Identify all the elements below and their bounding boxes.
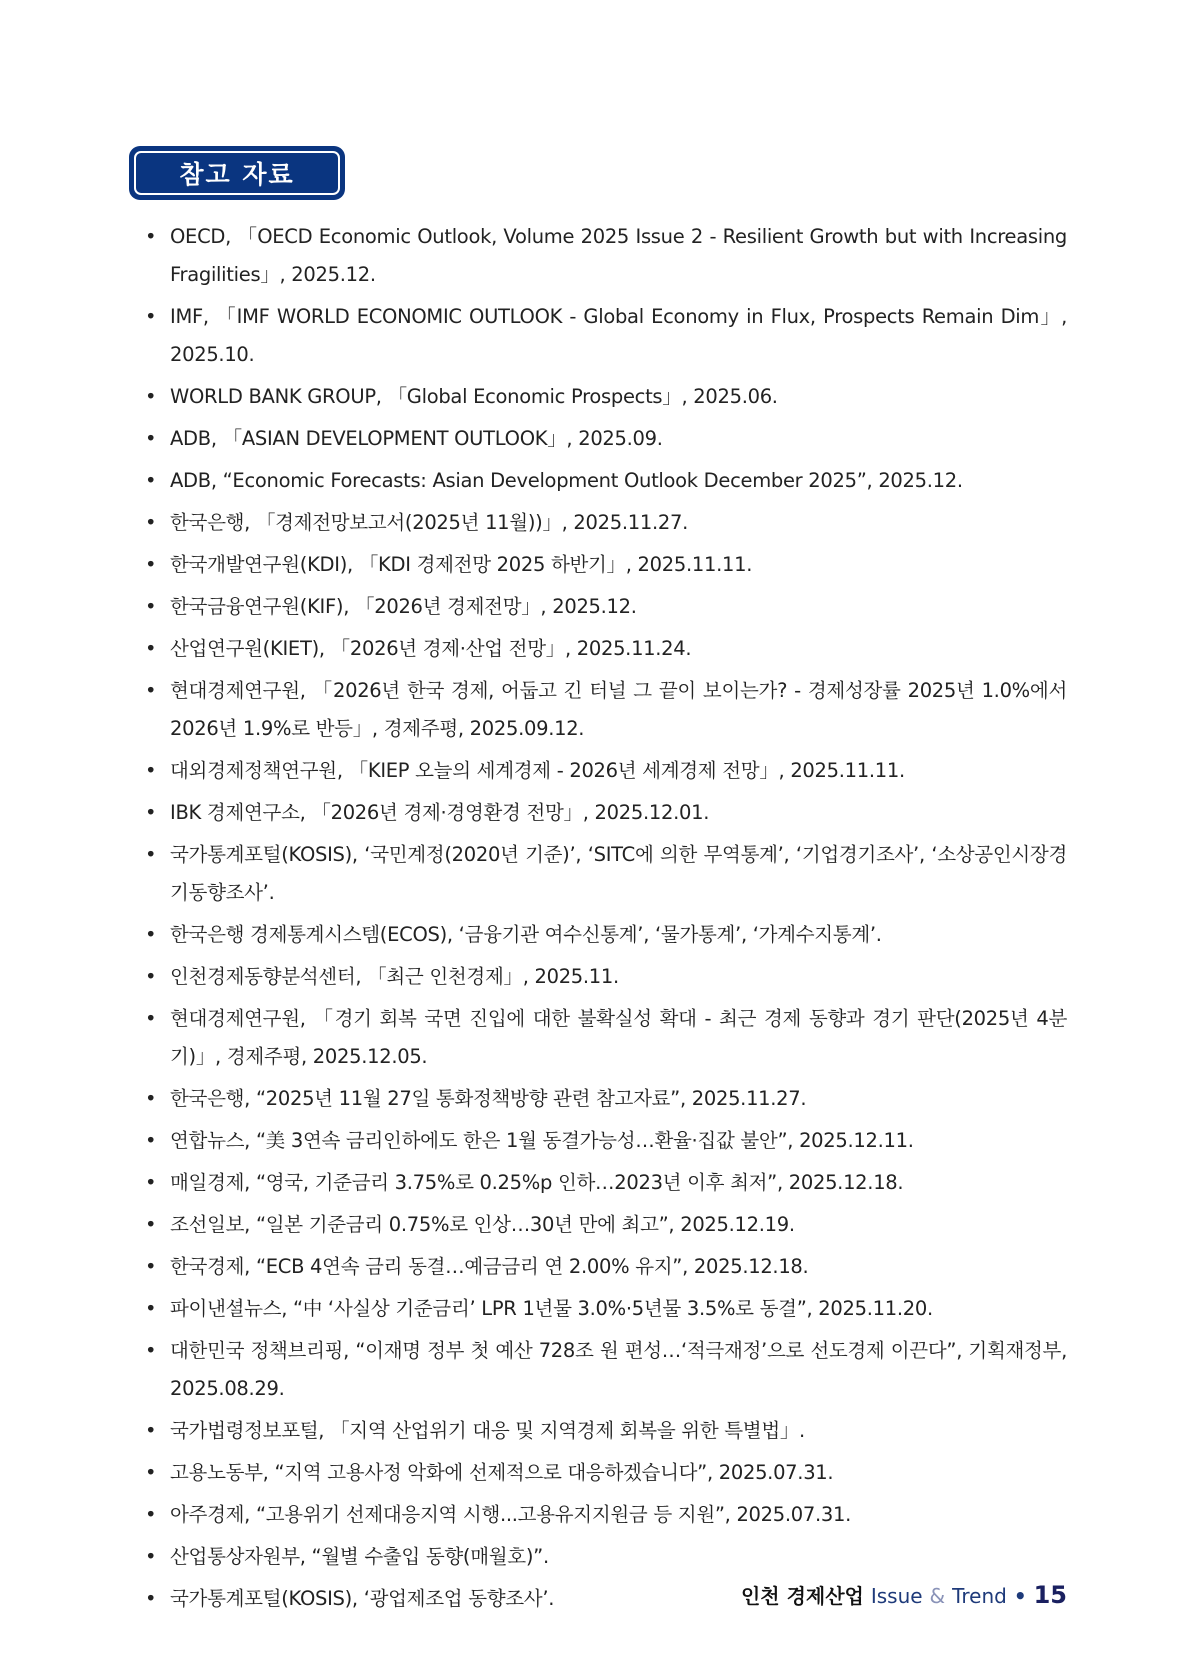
reference-item: • 대한민국 정책브리핑, “이재명 정부 첫 예산 728조 원 편성…‘적극재정’으로 선도경제 이끈다”, 기획재정부, 2025.08.29.	[145, 1332, 1067, 1408]
section-heading-box	[131, 148, 343, 198]
footer-trend: Trend	[952, 1584, 1007, 1608]
reference-item: • 파이낸셜뉴스, “中 ‘사실상 기준금리’ LPR 1년물 3.0%·5년물 3.5%로 동결”, 2025.11.20.	[145, 1290, 1067, 1328]
reference-item: • 한국은행 경제통계시스템(ECOS), ‘금융기관 여수신통계’, ‘물가통계’, ‘가계수지통계’.	[145, 916, 1067, 954]
reference-item: • 현대경제연구원, 「경기 회복 국면 진입에 대한 불확실성 확대 - 최근 경제 동향과 경기 판단(2025년 4분기)」, 경제주평, 2025.12.05.	[145, 1000, 1067, 1076]
reference-item: • 산업연구원(KIET), 「2026년 경제·산업 전망」, 2025.11.24.	[145, 630, 1067, 668]
footer-amp: &	[929, 1584, 946, 1608]
reference-list	[145, 218, 1067, 1622]
reference-item: • IMF, 「IMF WORLD ECONOMIC OUTLOOK - Global Economy in Flux, Prospects Remain Dim」, 2025.10.	[145, 298, 1067, 374]
footer-bullet: •	[1013, 1584, 1027, 1608]
reference-item: • 국가통계포털(KOSIS), ‘광업제조업 동향조사’.	[145, 1580, 1067, 1618]
reference-item: • 대외경제정책연구원, 「KIEP 오늘의 세계경제 - 2026년 세계경제 전망」, 2025.11.11.	[145, 752, 1067, 790]
reference-item: • 한국금융연구원(KIF), 「2026년 경제전망」, 2025.12.	[145, 588, 1067, 626]
reference-item: • 한국은행, “2025년 11월 27일 통화정책방향 관련 참고자료”, 2025.11.27.	[145, 1080, 1067, 1118]
reference-item: • IBK 경제연구소, 「2026년 경제·경영환경 전망」, 2025.12.01.	[145, 794, 1067, 832]
reference-item: • 한국경제, “ECB 4연속 금리 동결…예금금리 연 2.00% 유지”, 2025.12.18.	[145, 1248, 1067, 1286]
reference-item: • 매일경제, “영국, 기준금리 3.75%로 0.25%p 인하…2023년 이후 최저”, 2025.12.18.	[145, 1164, 1067, 1202]
reference-item: • 산업통상자원부, “월별 수출입 동향(매월호)”.	[145, 1538, 1067, 1576]
reference-item: • 한국개발연구원(KDI), 「KDI 경제전망 2025 하반기」, 2025.11.11.	[145, 546, 1067, 584]
page-number: 15	[1033, 1581, 1067, 1609]
reference-item: • ADB, 「ASIAN DEVELOPMENT OUTLOOK」, 2025.09.	[145, 420, 1067, 458]
section-heading: 참고 자료	[179, 160, 295, 189]
reference-item: • ADB, “Economic Forecasts: Asian Development Outlook December 2025”, 2025.12.	[145, 462, 1067, 500]
reference-item: • 조선일보, “일본 기준금리 0.75%로 인상…30년 만에 최고”, 2025.12.19.	[145, 1206, 1067, 1244]
reference-item: • WORLD BANK GROUP, 「Global Economic Prospects」, 2025.06.	[145, 378, 1067, 416]
reference-item: • 인천경제동향분석센터, 「최근 인천경제」, 2025.11.	[145, 958, 1067, 996]
footer-publication: 인천 경제산업	[740, 1584, 864, 1608]
page-footer	[741, 1580, 1067, 1609]
reference-item: • 연합뉴스, “美 3연속 금리인하에도 한은 1월 동결가능성…환율·집값 불안”, 2025.12.11.	[145, 1122, 1067, 1160]
reference-item: • 아주경제, “고용위기 선제대응지역 시행...고용유지지원금 등 지원”, 2025.07.31.	[145, 1496, 1067, 1534]
reference-item: • 고용노동부, “지역 고용사정 악화에 선제적으로 대응하겠습니다”, 2025.07.31.	[145, 1454, 1067, 1492]
reference-item: • OECD, 「OECD Economic Outlook, Volume 2025 Issue 2 - Resilient Growth but with Increasing Fragilities」, 2025.12.	[145, 218, 1067, 294]
reference-item: • 현대경제연구원, 「2026년 한국 경제, 어둡고 긴 터널 그 끝이 보이는가? - 경제성장률 2025년 1.0%에서 2026년 1.9%로 반등」, 경제주평, 2025.09.12.	[145, 672, 1067, 748]
reference-item: • 한국은행, 「경제전망보고서(2025년 11월))」, 2025.11.27.	[145, 504, 1067, 542]
reference-item: • 국가법령정보포털, 「지역 산업위기 대응 및 지역경제 회복을 위한 특별법」.	[145, 1412, 1067, 1450]
footer-issue: Issue	[870, 1584, 923, 1608]
reference-item: • 국가통계포털(KOSIS), ‘국민계정(2020년 기준)’, ‘SITC에 의한 무역통계’, ‘기업경기조사’, ‘소상공인시장경기동향조사’.	[145, 836, 1067, 912]
